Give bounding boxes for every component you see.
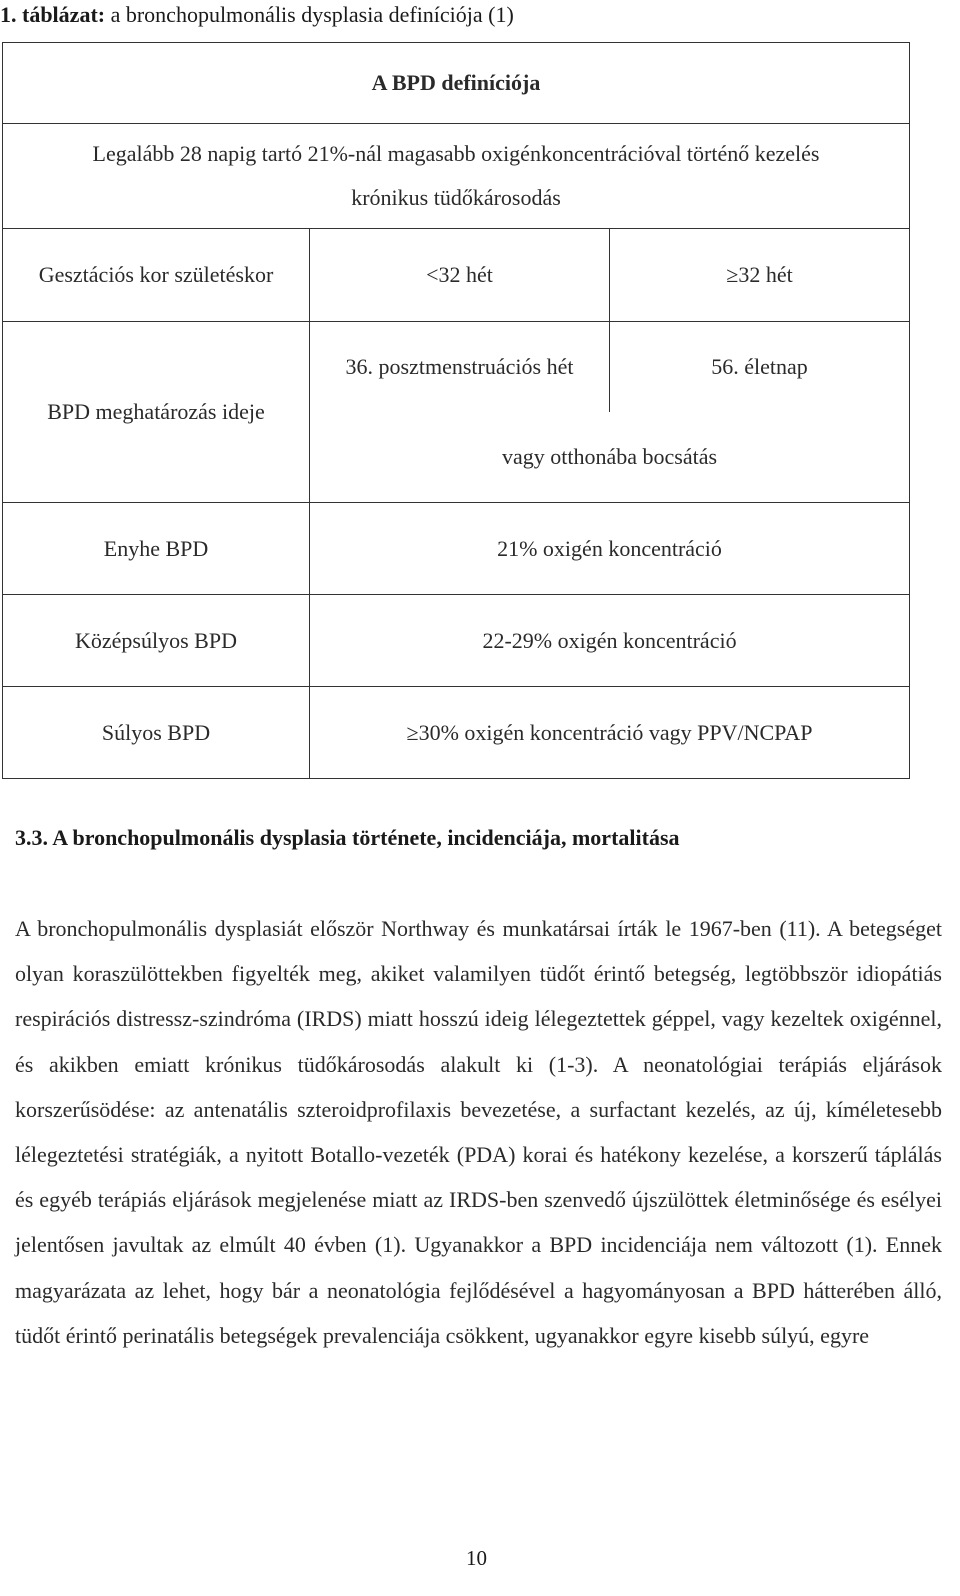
severity-value-moderate: 22-29% oxigén koncentráció bbox=[310, 595, 910, 687]
timing-under-32: 36. posztmenstruációs hét bbox=[310, 322, 610, 413]
table-definition bbox=[3, 124, 910, 229]
table-title: A BPD definíciója bbox=[3, 43, 910, 124]
section-heading: 3.3. A bronchopulmonális dysplasia története, incidenciája, mortalitása bbox=[15, 825, 680, 850]
timing-label: BPD meghatározás ideje bbox=[3, 322, 310, 503]
page-number: 10 bbox=[466, 1546, 487, 1570]
severity-label-moderate: Középsúlyos BPD bbox=[3, 595, 310, 687]
table-caption bbox=[0, 2, 514, 28]
body-paragraph: A bronchopulmonális dysplasiát először Northway és munkatársai írták le 1967-ben (11). A betegséget olyan koraszülöttekben figyelték meg, akiket valamilyen tüdőt érintő betegség, legtöbbször idiopátiás respirációs distressz-szindróma (IRDS) miatt hosszú ideig lélegeztettek géppel, vagy kezeltek oxigénnel, és akikben emiatt krónikus tüdőkárosodás alakult ki (1-3). A neonatológiai terápiás eljárások korszerűsödése: az antenatális szteroidprofilaxis bevezetése, a surfactant kezelés, az új, kíméletesebb lélegeztetési stratégiák, a nyitott Botallo-vezeték (PDA) korai és hatékony kezelése, a korszerű táplálás és egyéb terápiás eljárások megjelenése miatt az IRDS-ben szenvedő újszülöttek életminősége és esélyei jelentősen javultak az elmúlt 40 évben (1). Ugyanakkor a BPD incidenciája nem változott (1). Ennek magyarázata az lehet, hogy bár a neonatológia fejlődésével a hagyományosan a BPD hátterében álló, tüdőt érintő perinatális betegségek prevalenciája csökkent, ugyanakkor egyre kisebb súlyú, egyre bbox=[15, 916, 942, 1348]
gestation-label: Gesztációs kor születéskor bbox=[3, 229, 310, 322]
gestation-over-32: ≥32 hét bbox=[610, 229, 910, 322]
gestation-under-32: <32 hét bbox=[310, 229, 610, 322]
timing-over-32: 56. életnap bbox=[610, 322, 910, 413]
severity-value-mild: 21% oxigén koncentráció bbox=[310, 503, 910, 595]
definition-line-2: krónikus tüdőkárosodás bbox=[351, 185, 561, 210]
timing-or-discharge: vagy otthonába bocsátás bbox=[310, 412, 910, 503]
caption-label: 1. táblázat: bbox=[0, 2, 106, 27]
definition-line-1: Legalább 28 napig tartó 21%-nál magasabb oxigénkoncentrációval történő kezelés bbox=[92, 141, 820, 166]
severity-label-mild: Enyhe BPD bbox=[3, 503, 310, 595]
severity-label-severe: Súlyos BPD bbox=[3, 687, 310, 779]
caption-text: a bronchopulmonális dysplasia definíciója (1) bbox=[105, 2, 514, 27]
bpd-definition-table bbox=[2, 42, 910, 779]
severity-value-severe: ≥30% oxigén koncentráció vagy PPV/NCPAP bbox=[310, 687, 910, 779]
